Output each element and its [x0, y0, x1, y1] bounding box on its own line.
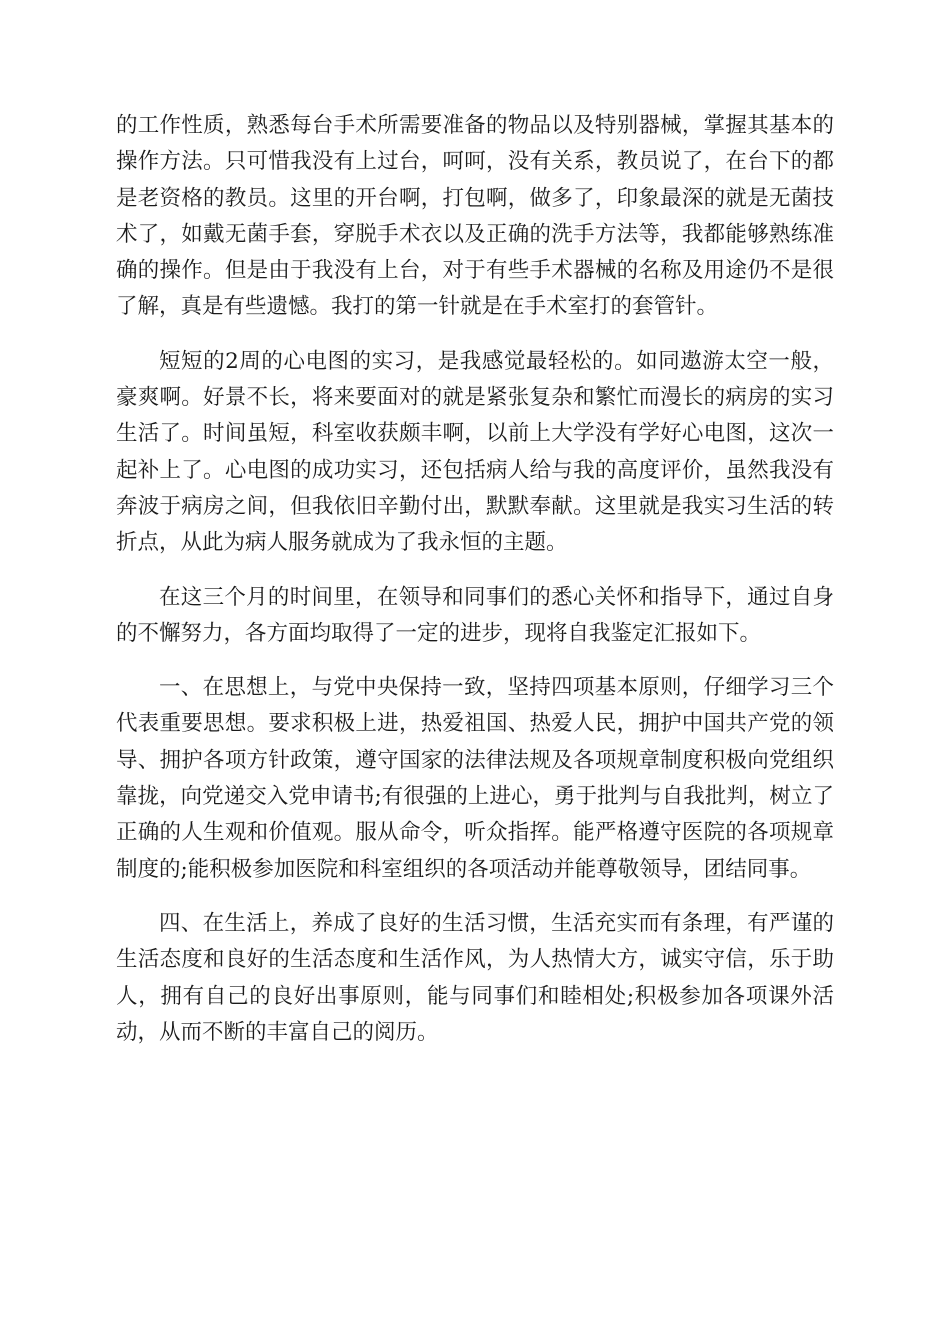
paragraph-ideology: 一、在思想上，与党中央保持一致，坚持四项基本原则，仔细学习三个代表重要思想。要求积极上进，热爱祖国、热爱人民，拥护中国共产党的领导、拥护各项方针政策，遵守国家的法律法规及各项规章制度积极向党组织靠拢，向党递交入党申请书;有很强的上进心，勇于批判与自我批判，树立了正确的人生观和价值观。服从命令，听众指挥。能严格遵守医院的各项规章制度的;能积极参加医院和科室组织的各项活动并能尊敬领导，团结同事。	[116, 675, 834, 882]
paragraph-three-months-summary: 在这三个月的时间里，在领导和同事们的悉心关怀和指导下，通过自身的不懈努力，各方面均取得了一定的进步，现将自我鉴定汇报如下。	[116, 584, 834, 646]
paragraph-daily-life: 四、在生活上，养成了良好的生活习惯，生活充实而有条理，有严谨的生活态度和良好的生活态度和生活作风，为人热情大方，诚实守信，乐于助人，拥有自己的良好出事原则，能与同事们和睦相处;积极参加各项课外活动，从而不断的丰富自己的阅历。	[116, 910, 834, 1045]
paragraph-surgery-internship: 的工作性质，熟悉每台手术所需要准备的物品以及特别器械，掌握其基本的操作方法。只可惜我没有上过台，呵呵，没有关系，教员说了，在台下的都是老资格的教员。这里的开台啊，打包啊，做多了，印象最深的就是无菌技术了，如戴无菌手套，穿脱手术衣以及正确的洗手方法等，我都能够熟练准确的操作。但是由于我没有上台，对于有些手术器械的名称及用途仍不是很了解，真是有些遗憾。我打的第一针就是在手术室打的套管针。	[116, 113, 834, 320]
document-body	[116, 108, 834, 1069]
paragraph-ecg-internship: 短短的2周的心电图的实习，是我感觉最轻松的。如同遨游太空一般，豪爽啊。好景不长，将来要面对的就是紧张复杂和繁忙而漫长的病房的实习生活了。时间虽短，科室收获颇丰啊，以前上大学没有学好心电图，这次一起补上了。心电图的成功实习，还包括病人给与我的高度评价，虽然我没有奔波于病房之间，但我依旧辛勤付出，默默奉献。这里就是我实习生活的转折点，从此为病人服务就成为了我永恒的主题。	[116, 348, 834, 556]
